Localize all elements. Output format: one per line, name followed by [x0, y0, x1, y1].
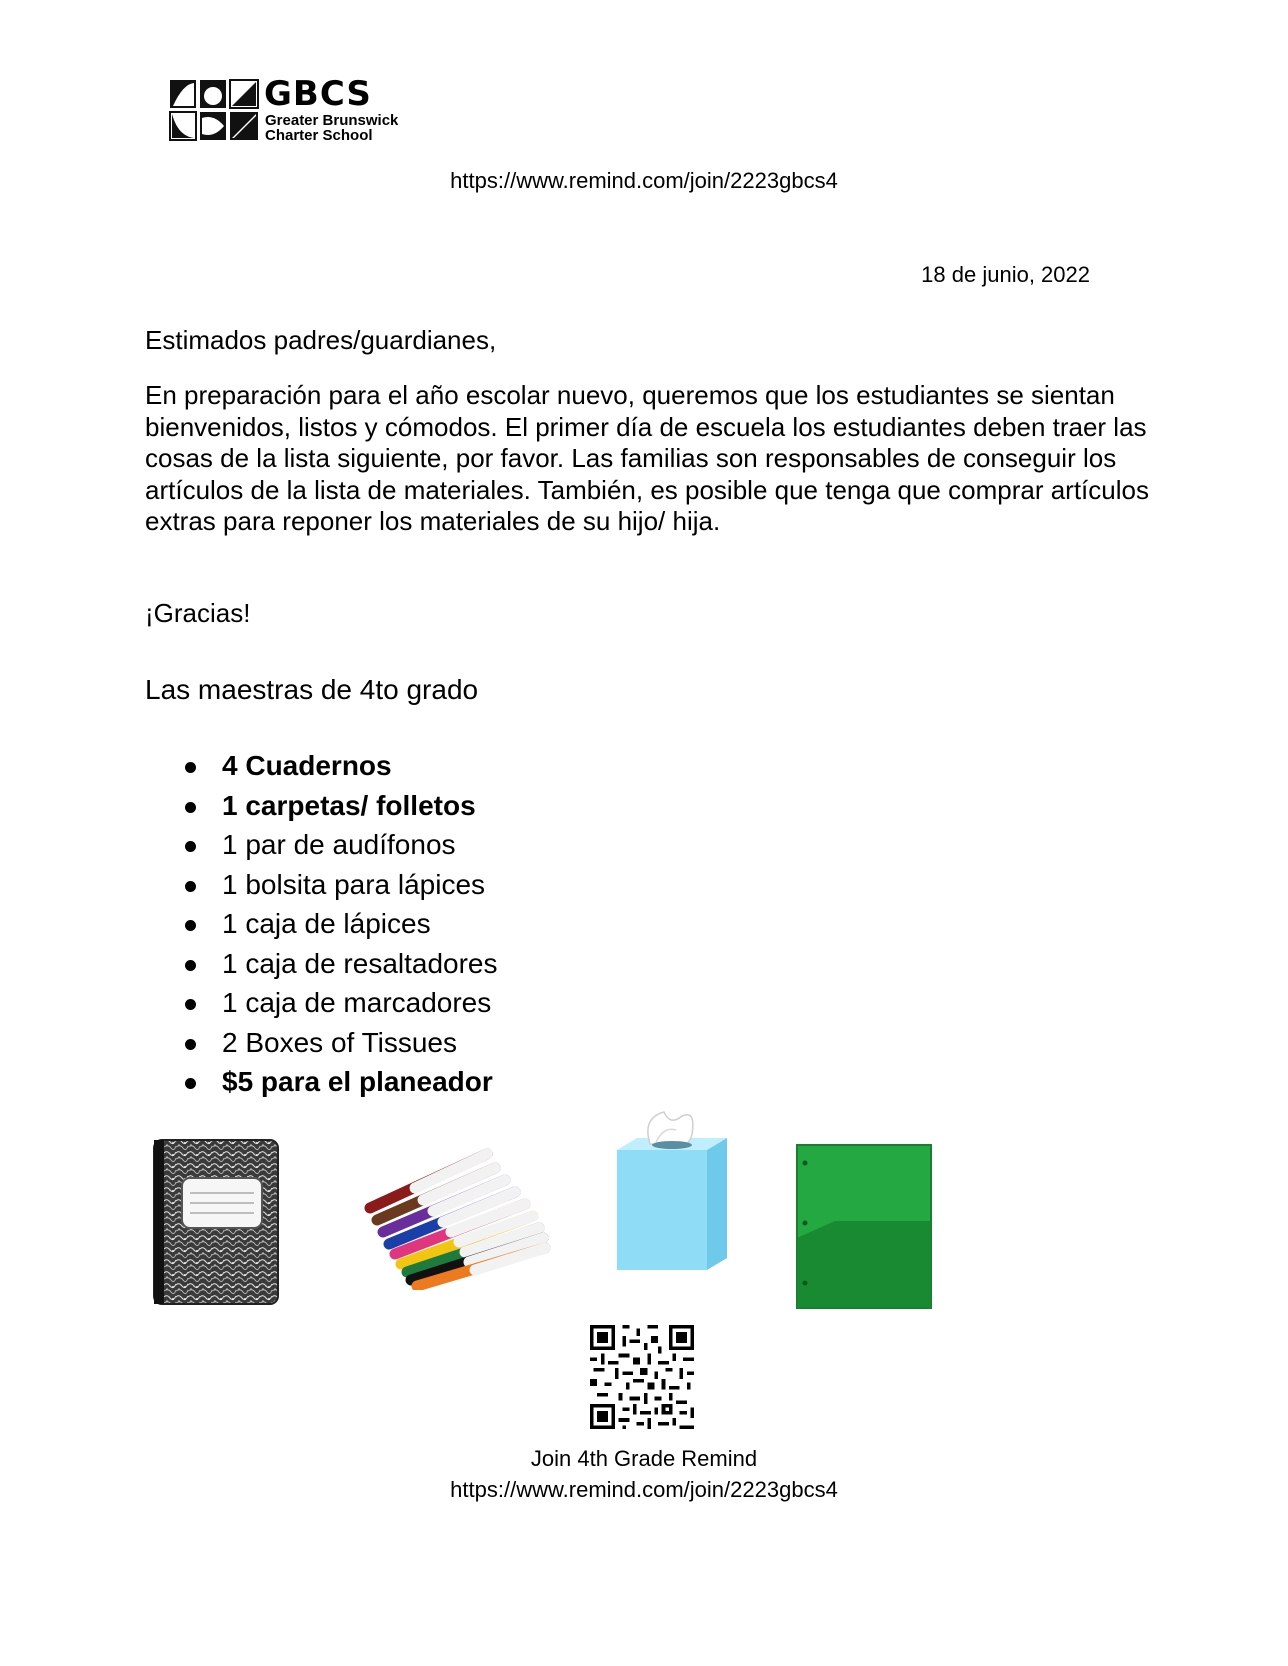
supply-item [180, 867, 498, 907]
letter-date: 18 de junio, 2022 [921, 262, 1090, 287]
qr-remind-link[interactable]: https://www.remind.com/join/2223gbcs4 [450, 1477, 838, 1502]
bullet-icon [185, 999, 196, 1010]
bullet-icon [185, 881, 196, 892]
supply-item [180, 985, 498, 1025]
logo-abbreviation: GBCS [264, 74, 372, 114]
bullet-icon [185, 762, 196, 773]
school-logo [168, 74, 418, 148]
markers-image [355, 1140, 555, 1290]
bullet-icon [185, 1039, 196, 1050]
supply-item-text: 4 Cuadernos [222, 750, 392, 781]
supply-item-text: $5 para el planeador [222, 1066, 493, 1097]
supply-item-text: 1 caja de marcadores [222, 987, 492, 1018]
composition-notebook-image [152, 1138, 280, 1306]
green-folder-image [795, 1143, 933, 1310]
school-logo-mark [168, 78, 260, 142]
supply-item-text: 1 carpetas/ folletos [222, 789, 476, 821]
bullet-icon [185, 802, 196, 813]
qr-caption: Join 4th Grade Remind [530, 1446, 758, 1471]
bullet-icon [185, 841, 196, 852]
letter-thanks: ¡Gracias! [145, 598, 251, 628]
supply-item-text: 1 caja de resaltadores [222, 947, 498, 979]
supply-list [180, 748, 498, 1104]
supply-item [180, 1025, 498, 1065]
supply-item [180, 788, 498, 828]
logo-name-line2: Charter School [265, 127, 373, 144]
supply-item-text: 2 Boxes of Tissues [222, 1026, 458, 1058]
supply-item [180, 1064, 498, 1104]
supply-item-text: 1 bolsita para lápices [222, 868, 486, 900]
supply-item [180, 906, 498, 946]
supply-item [180, 946, 498, 986]
header-remind-link[interactable]: https://www.remind.com/join/2223gbcs4 [450, 168, 838, 193]
qr-code[interactable] [590, 1325, 694, 1429]
bullet-icon [185, 1078, 196, 1089]
bullet-icon [185, 920, 196, 931]
supply-item [180, 827, 498, 867]
bullet-icon [185, 960, 196, 971]
letter-greeting: Estimados padres/guardianes, [145, 325, 497, 355]
letter-body: En preparación para el año escolar nuevo, queremos que los estudiantes se sientan bienvenidos, listos y cómodos. El primer día de escuela los estudiantes deben traer las cosas de la lista siguiente, por favor. Las familias son responsables de conseguir los artículos de la lista de materiales. También, es posible que tenga que comprar artículos extras para reponer los materiales de su hijo/ hija. [145, 380, 1149, 536]
supply-item-text: 1 par de audífonos [222, 829, 456, 860]
logo-name-line1: Greater Brunswick [265, 112, 399, 129]
supply-item-text: 1 caja de lápices [222, 908, 431, 939]
letter-signature: Las maestras de 4to grado [145, 674, 479, 705]
supply-item [180, 748, 498, 788]
tissue-box-image [612, 1108, 732, 1276]
